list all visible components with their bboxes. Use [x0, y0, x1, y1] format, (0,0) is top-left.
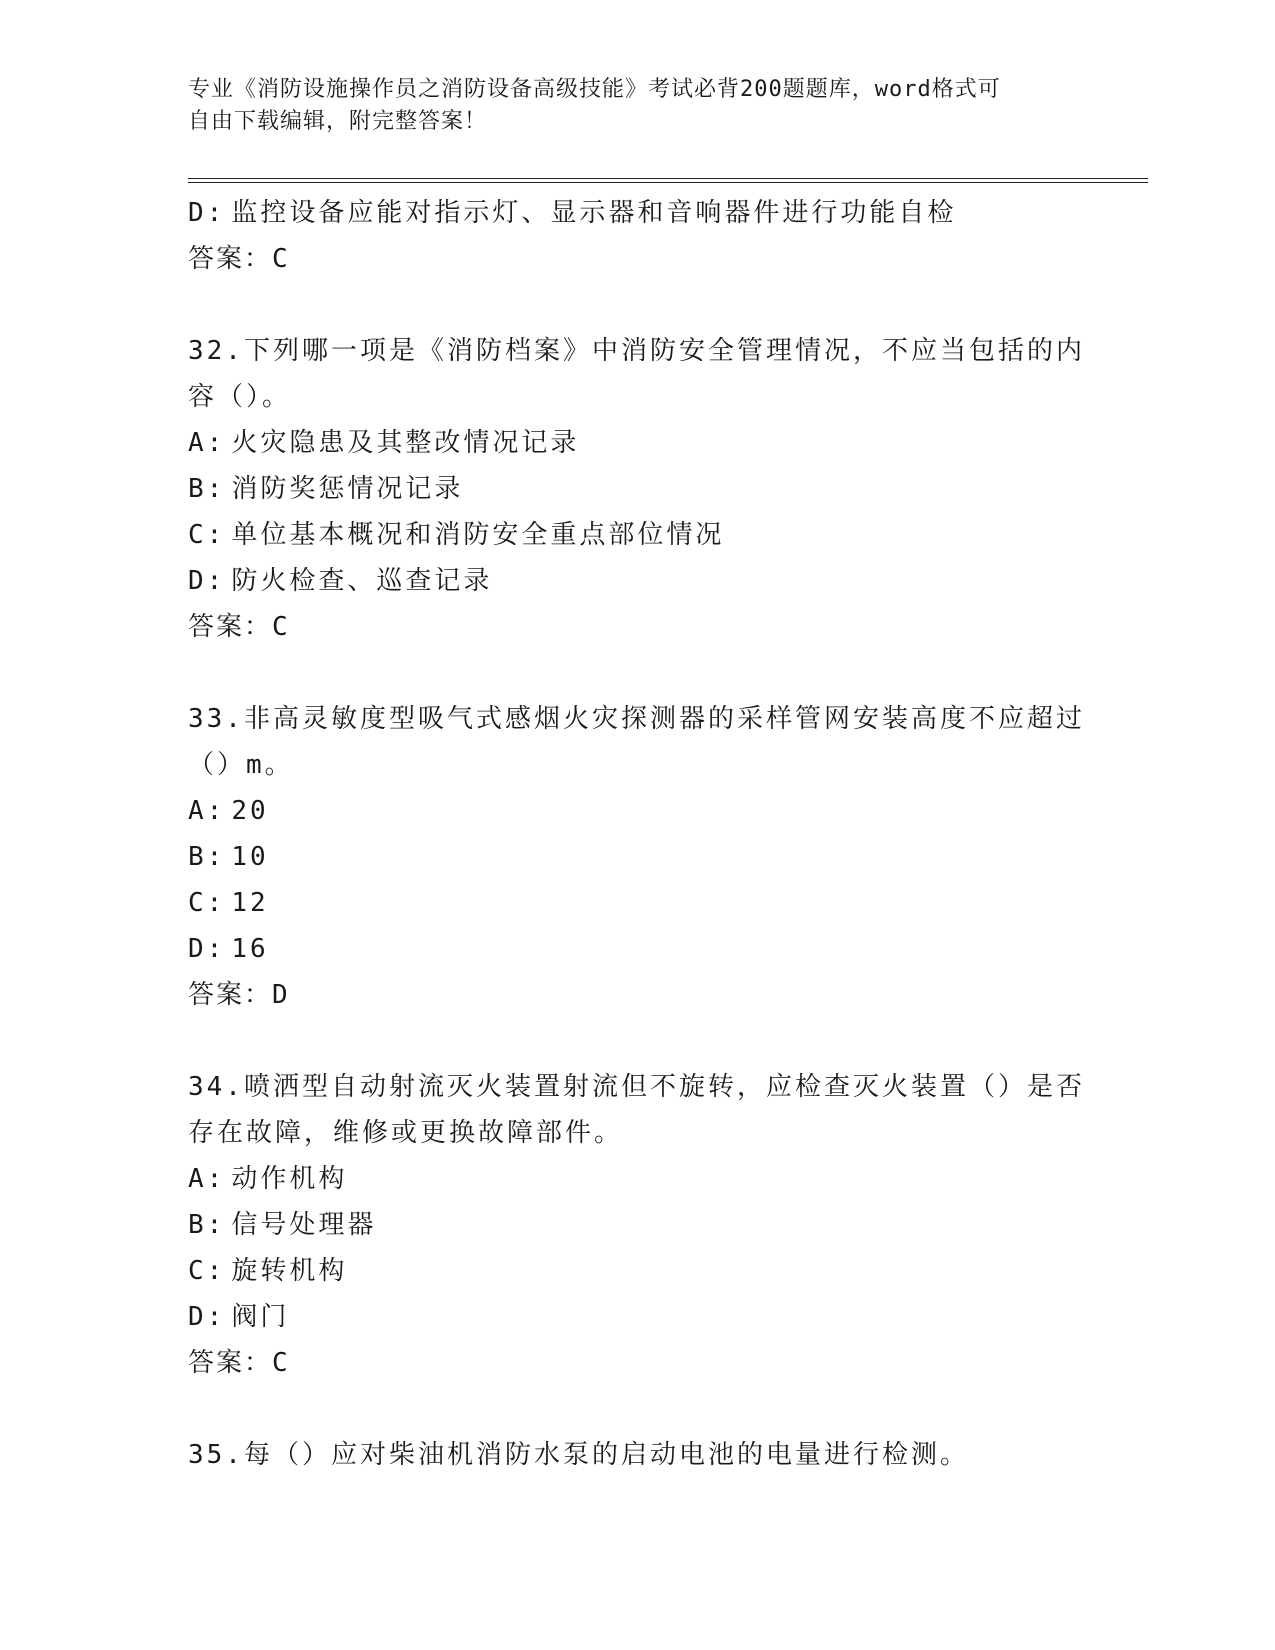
question-text-line-2: 容（）。 [188, 382, 292, 412]
spacer [188, 650, 1088, 696]
option-letter: B: [188, 1210, 226, 1240]
option-d [188, 190, 1088, 236]
option-letter: C: [188, 520, 226, 550]
question-35 [188, 1432, 1088, 1478]
option-text: 阀门 [231, 1302, 290, 1332]
option-c [188, 512, 1088, 558]
option-letter: D: [188, 198, 226, 228]
question-text-line-2: （）m。 [188, 750, 294, 780]
question-text-line-1: 33.非高灵敏度型吸气式感烟火灾探测器的采样管网安装高度不应超过 [188, 704, 1085, 734]
answer-label: 答案： [188, 612, 273, 642]
answer-value: C [272, 612, 290, 642]
answer-label: 答案： [188, 1348, 273, 1378]
option-a [188, 420, 1088, 466]
header-line-2: 自由下载编辑，附完整答案！ [188, 109, 488, 134]
option-text: 16 [231, 934, 269, 964]
option-c [188, 880, 1088, 926]
spacer [188, 282, 1088, 328]
option-text: 信号处理器 [231, 1210, 377, 1240]
option-c [188, 1248, 1088, 1294]
spacer [188, 1386, 1088, 1432]
option-text: 20 [231, 796, 269, 826]
option-letter: C: [188, 1256, 226, 1286]
answer-line [188, 972, 1088, 1018]
option-letter: A: [188, 428, 226, 458]
option-b [188, 466, 1088, 512]
option-b [188, 1202, 1088, 1248]
header-line-1: 专业《消防设施操作员之消防设备高级技能》考试必背200题题库，word格式可 [188, 77, 1001, 102]
header-divider-top [188, 178, 1148, 179]
question-text-line-1: 34.喷洒型自动射流灭火装置射流但不旋转，应检查灭火装置（）是否 [188, 1072, 1085, 1102]
answer-line [188, 236, 1088, 282]
question-32 [188, 328, 1088, 650]
option-letter: B: [188, 842, 226, 872]
option-letter: B: [188, 474, 226, 504]
option-letter: D: [188, 1302, 226, 1332]
question-33 [188, 696, 1088, 1018]
option-text: 火灾隐患及其整改情况记录 [231, 428, 580, 458]
option-text: 10 [231, 842, 269, 872]
spacer [188, 1018, 1088, 1064]
option-text: 监控设备应能对指示灯、显示器和音响器件进行功能自检 [231, 198, 957, 228]
option-d [188, 926, 1088, 972]
question-34 [188, 1064, 1088, 1386]
question-text-line-2: 存在故障，维修或更换故障部件。 [188, 1118, 624, 1148]
document-body [188, 190, 1088, 1478]
option-text: 防火检查、巡查记录 [231, 566, 493, 596]
option-letter: D: [188, 934, 226, 964]
answer-value: C [272, 244, 290, 274]
answer-value: D [272, 980, 290, 1010]
answer-label: 答案： [188, 980, 273, 1010]
option-letter: A: [188, 1164, 226, 1194]
question-text-line-1: 35.每（）应对柴油机消防水泵的启动电池的电量进行检测。 [188, 1440, 969, 1470]
option-letter: D: [188, 566, 226, 596]
question-text-line-1: 32.下列哪一项是《消防档案》中消防安全管理情况，不应当包括的内 [188, 336, 1085, 366]
answer-line [188, 1340, 1088, 1386]
option-a [188, 788, 1088, 834]
option-text: 动作机构 [231, 1164, 348, 1194]
answer-label: 答案： [188, 244, 273, 274]
option-text: 消防奖惩情况记录 [231, 474, 464, 504]
answer-value: C [272, 1348, 290, 1378]
option-text: 12 [231, 888, 269, 918]
option-b [188, 834, 1088, 880]
option-letter: C: [188, 888, 226, 918]
option-text: 单位基本概况和消防安全重点部位情况 [231, 520, 725, 550]
option-d [188, 558, 1088, 604]
header-divider-bottom [188, 182, 1148, 183]
option-a [188, 1156, 1088, 1202]
option-d [188, 1294, 1088, 1340]
option-text: 旋转机构 [231, 1256, 348, 1286]
page-header [188, 74, 1068, 138]
answer-line [188, 604, 1088, 650]
option-letter: A: [188, 796, 226, 826]
